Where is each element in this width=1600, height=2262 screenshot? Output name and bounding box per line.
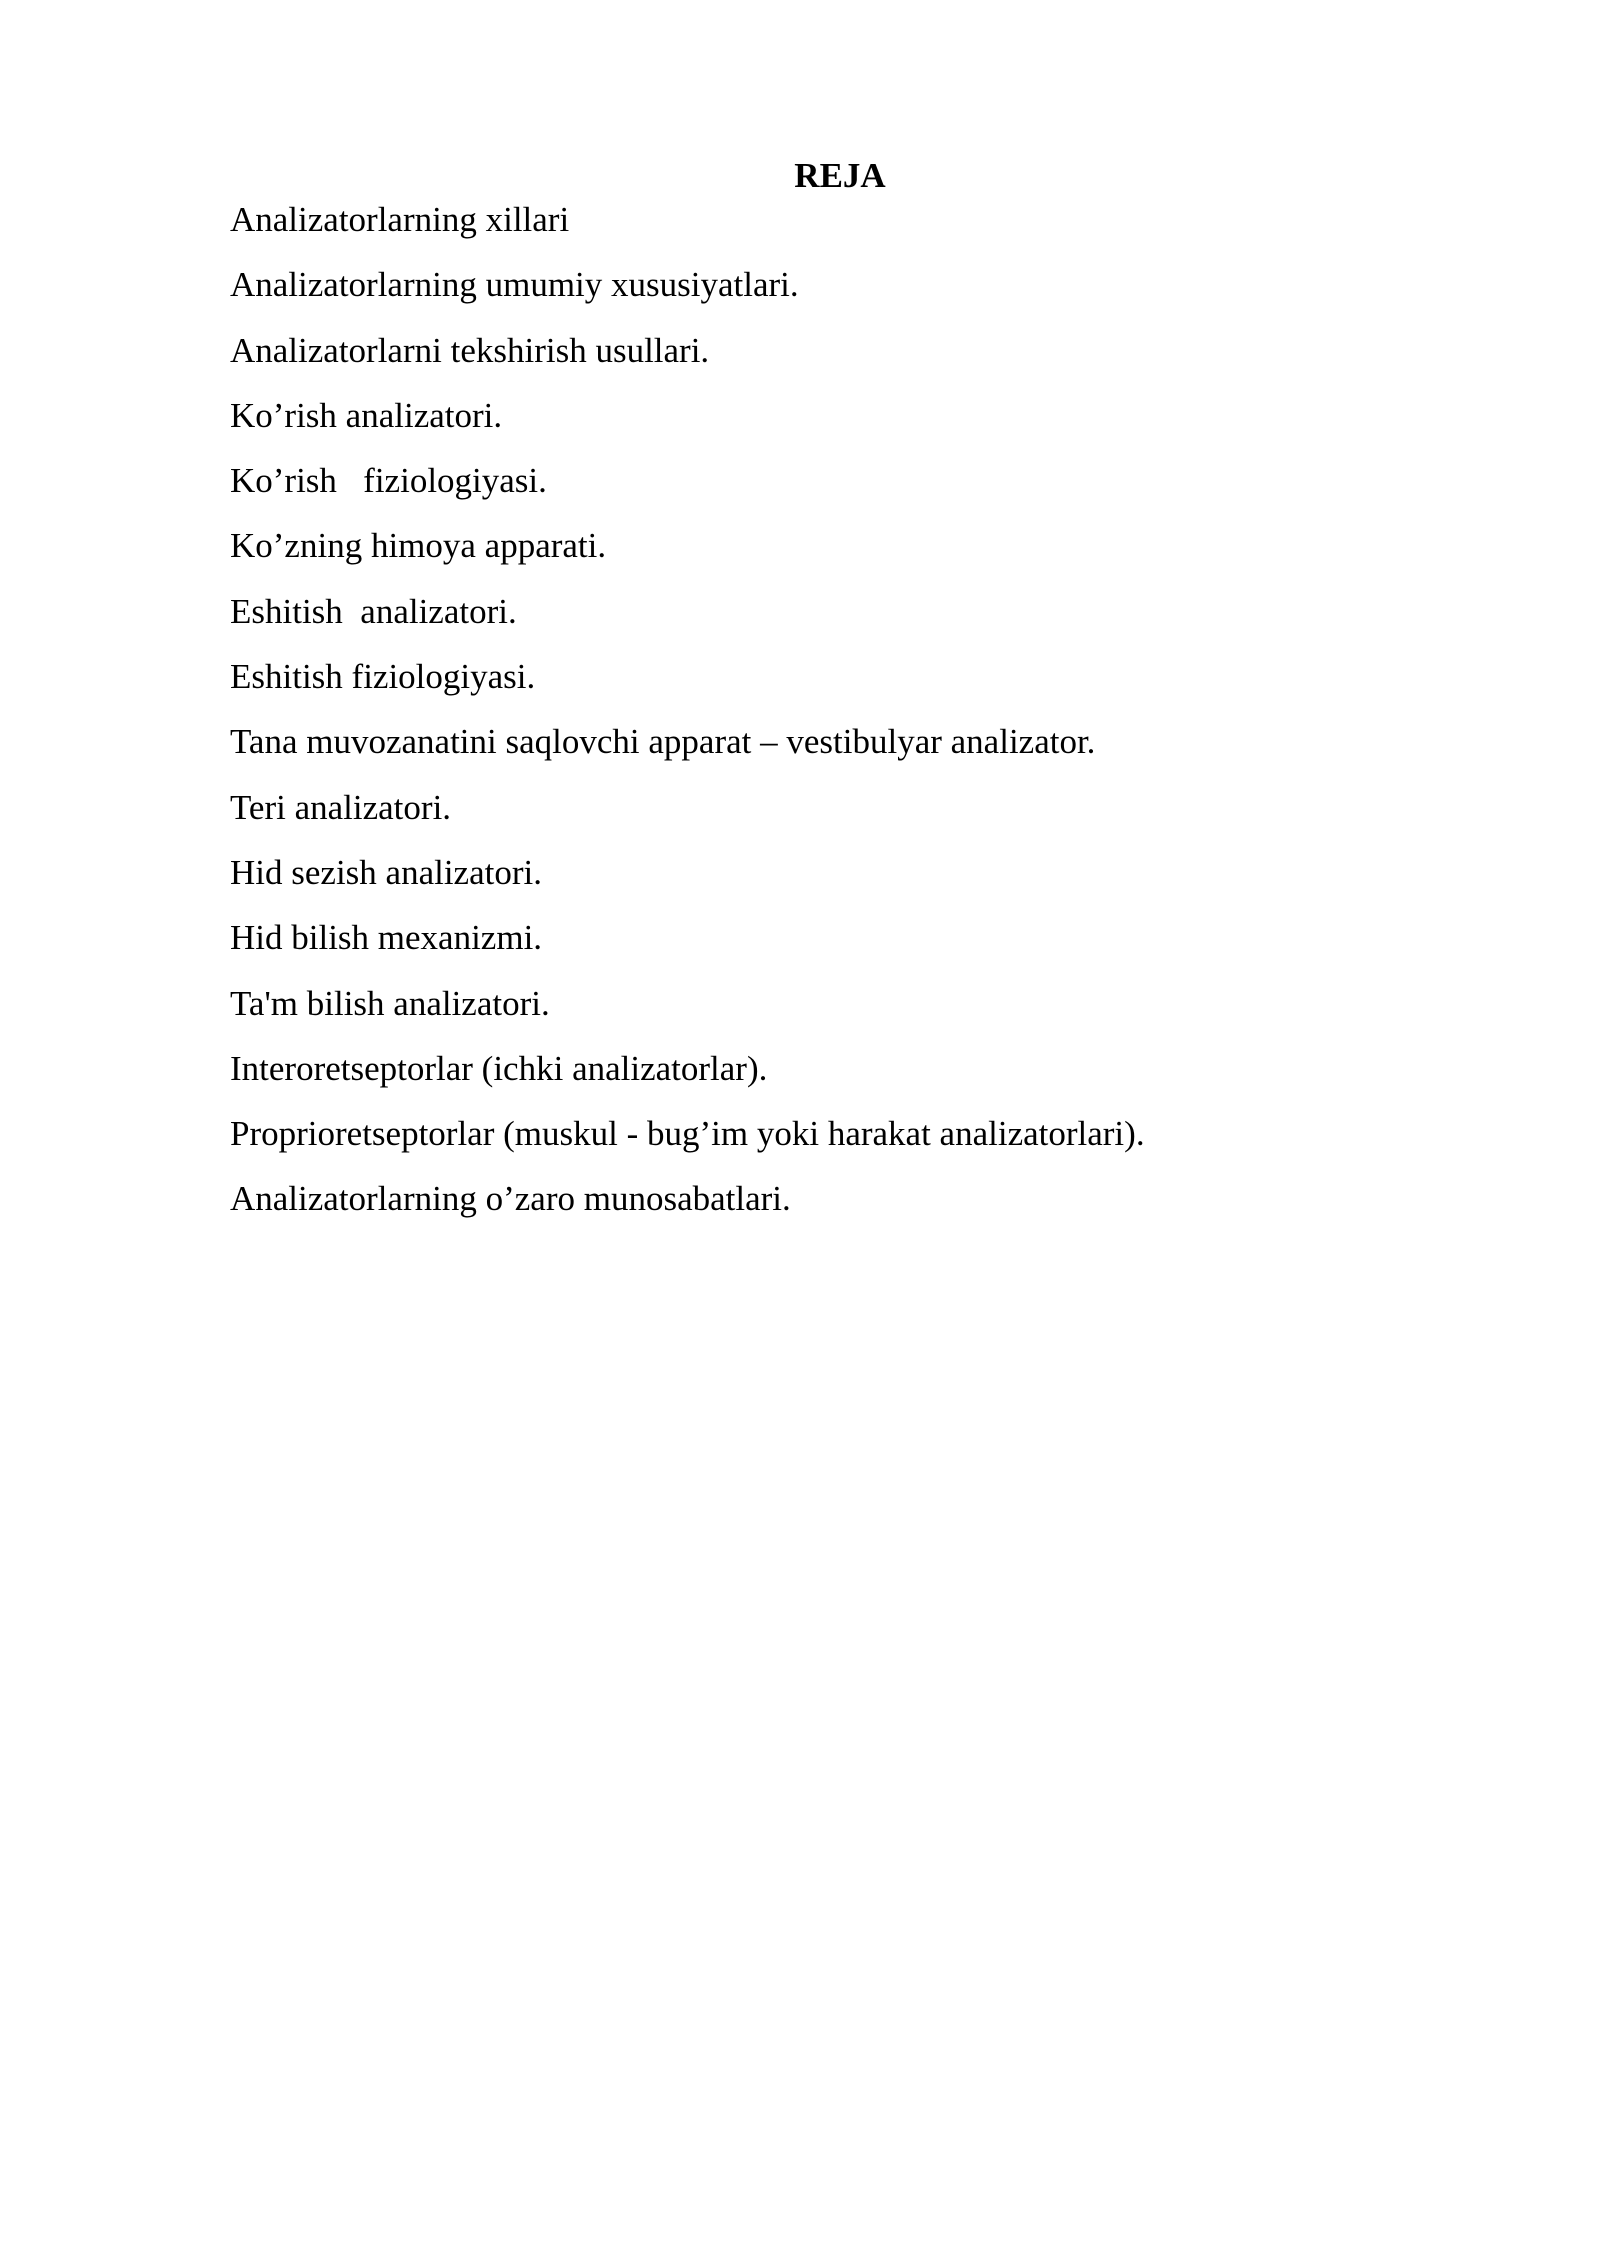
plan-list — [230, 196, 1145, 1241]
plan-item: Ko’rish fiziologiyasi. — [230, 461, 547, 501]
plan-item: Ko’rish analizatori. — [230, 395, 503, 435]
page-title: REJA — [794, 156, 886, 195]
plan-item: Ko’zning himoya apparati. — [230, 526, 607, 566]
plan-item: Analizatorlarni tekshirish usullari. — [230, 330, 710, 370]
plan-item: Interoretseptorlar (ichki analizatorlar). — [230, 1048, 768, 1088]
plan-item: Hid sezish analizatori. — [230, 852, 542, 892]
plan-item: Analizatorlarning xillari — [230, 200, 570, 239]
plan-item: Analizatorlarning o’zaro munosabatlari. — [230, 1179, 791, 1219]
plan-item: Proprioretseptorlar (muskul - bug’im yoki harakat analizatorlari). — [230, 1114, 1145, 1154]
plan-item: Hid bilish mexanizmi. — [230, 918, 543, 958]
plan-item: Eshitish fiziologiyasi. — [230, 657, 536, 697]
plan-item: Teri analizatori. — [230, 787, 452, 827]
plan-item: Ta'm bilish analizatori. — [230, 983, 550, 1023]
plan-item: Analizatorlarning umumiy xususiyatlari. — [230, 265, 799, 305]
plan-item: Tana muvozanatini saqlovchi apparat – vestibulyar analizator. — [230, 722, 1096, 762]
plan-item: Eshitish analizatori. — [230, 591, 517, 631]
